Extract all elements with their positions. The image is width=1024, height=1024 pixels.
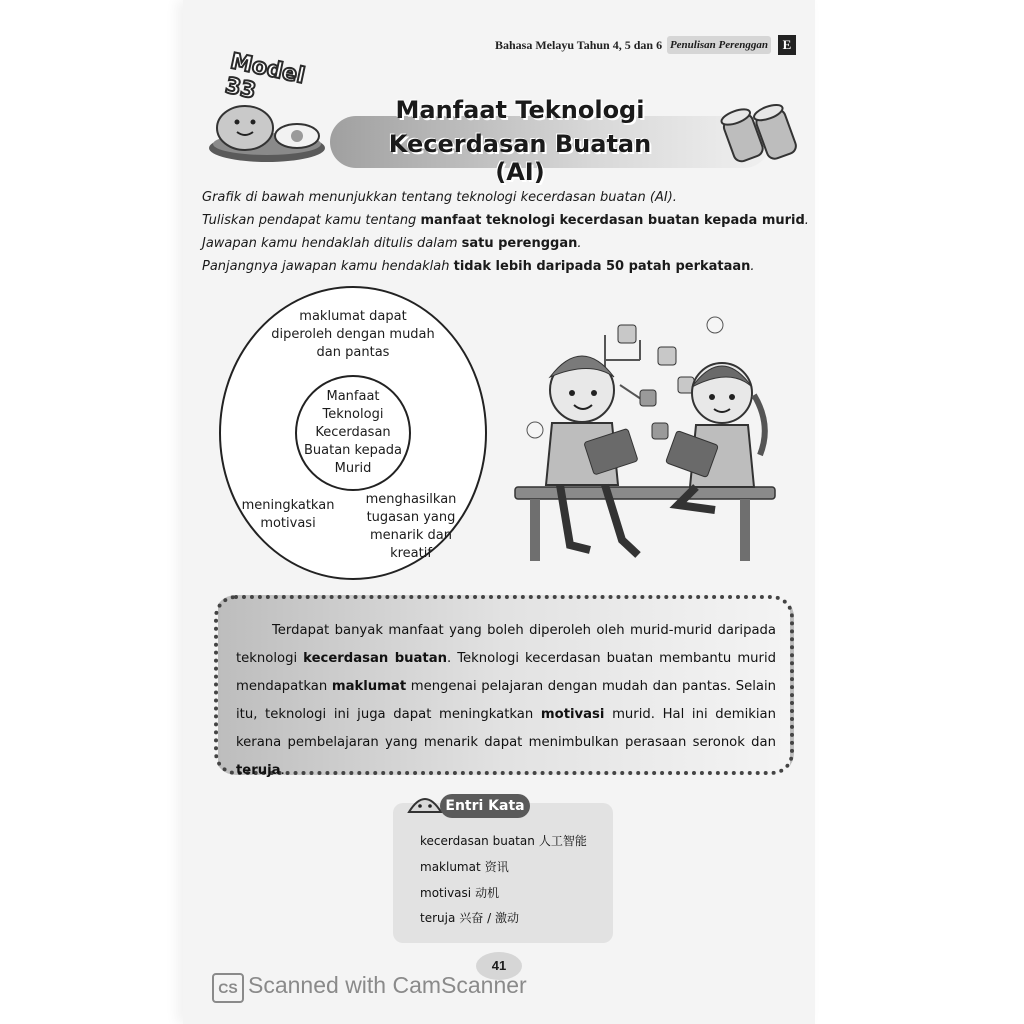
instruction-line-4: Panjangnya jawapan kamu hendaklah tidak lebih daripada 50 patah perkataan. — [202, 259, 755, 274]
dumpling-icon — [405, 786, 445, 822]
camscanner-logo: CS — [212, 973, 244, 1003]
diagram-center-text: Manfaat Teknologi Kecerdasan Buatan kepada Murid — [303, 389, 403, 476]
diagram-top-text: maklumat dapat diperoleh dengan mudah dan pantas — [271, 309, 435, 360]
instruction-line-1: Grafik di bawah menunjukkan tentang teknologi kecerdasan buatan (AI). — [202, 190, 677, 205]
scanner-watermark: Scanned with CamScanner — [248, 972, 527, 998]
section-tag: Penulisan Perenggan — [667, 36, 771, 54]
title-line-2: Kecerdasan Buatan (AI) — [388, 130, 652, 186]
model-badge: Model 33 — [222, 49, 307, 105]
entri-kata-item: motivasi 动机 — [420, 886, 500, 900]
entri-kata-item: kecerdasan buatan 人工智能 — [420, 834, 587, 848]
instruction-line-3: Jawapan kamu hendaklah ditulis dalam satu perenggan. — [202, 236, 582, 251]
kids-with-tablets-illustration — [510, 305, 790, 575]
diagram-right-text: menghasilkan tugasan yang menarik dan kreatif — [365, 492, 457, 561]
title-line-1: Manfaat Teknologi — [395, 96, 645, 124]
page-number: 41 — [476, 952, 522, 980]
entri-kata-item: teruja 兴奋 / 激动 — [420, 911, 520, 925]
publisher-logo: E — [778, 35, 796, 55]
essay-paragraph: Terdapat banyak manfaat yang boleh diperoleh oleh murid-murid daripada teknologi kecerdasan buatan. Teknologi kecerdasan buatan membantu murid mendapatkan maklumat mengenai pelajaran dengan mudah dan pantas. Selain itu, teknologi ini juga dapat meningkatkan motivasi murid. Hal ini demikian kerana pembelajaran yang menarik dapat menimbulkan perasaan seronok dan teruja. — [236, 623, 776, 778]
instruction-line-2: Tuliskan pendapat kamu tentang manfaat teknologi kecerdasan buatan kepada murid. — [202, 213, 809, 228]
diagram-left-text: meningkatkan motivasi — [241, 498, 335, 531]
rolls-illustration — [718, 100, 808, 172]
book-title: Bahasa Melayu Tahun 4, 5 dan 6 — [495, 38, 663, 52]
entri-kata-item: maklumat 资讯 — [420, 860, 509, 874]
entri-kata-title: Entri Kata — [440, 794, 530, 818]
